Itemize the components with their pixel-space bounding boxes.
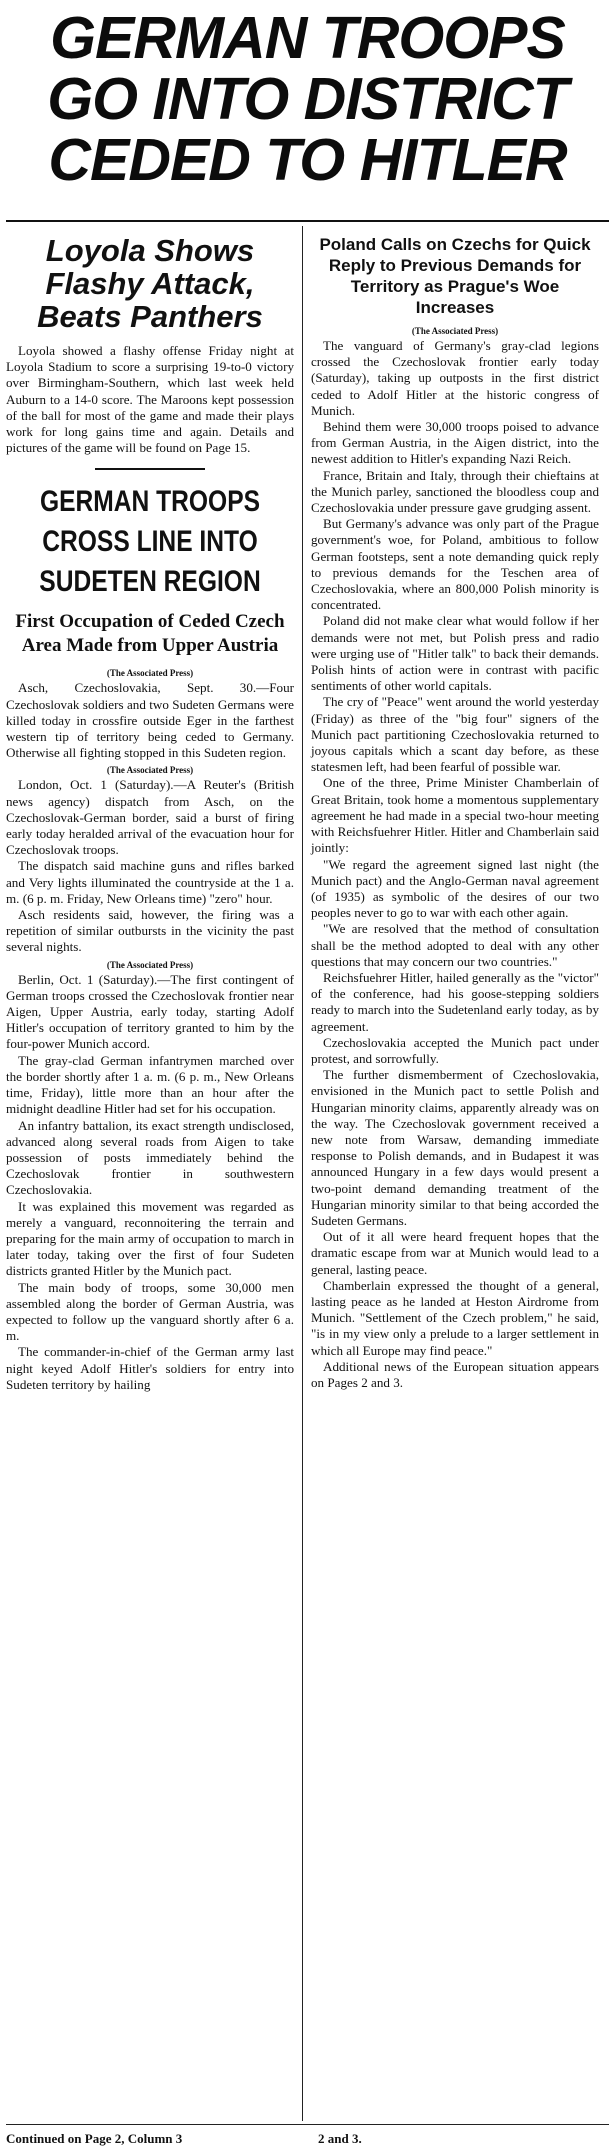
- sudeten-credit-1: (The Associated Press): [106, 668, 194, 679]
- sudeten-paragraph-8: It was explained this movement was regarded as merely a vanguard, reconnoitering the terrain and preparing for the main army of occupation to march in later today, taking over the first of four Sudeten districts granted Hitler by the Munich pact.: [6, 1198, 294, 1279]
- poland-paragraph-12: The further dismemberment of Czechoslovakia, envisioned in the Munich pact to settle Polish and Hungarian minority claims, apparently already was on the way. The Czechoslovak government received a new note from Warsaw, demanding immediate response to Polish demands, and in Budapest it was announced Hungary in a few days would present a two-point demand demanding treatment of the Hungarian minority similar to that being accorded the Sudeten Germans.: [311, 1067, 599, 1228]
- sudeten-headline-line-3: SUDETEN REGION: [39, 565, 261, 599]
- sudeten-headline-line-1: GERMAN TROOPS: [39, 485, 261, 519]
- poland-paragraph-7: One of the three, Prime Minister Chamberlain of Great Britain, took home a momentous supplementary agreement he had made in a special two-hour meeting with Reichsfuehrer Hitler. Hitler and Chamberlain said jointly:: [311, 775, 599, 856]
- banner-headline: [6, 0, 609, 205]
- poland-paragraph-2: Behind them were 30,000 troops poised to advance from German Austria, in the Aigen district, into the newest addition to Hitler's expanding Nazi Reich.: [311, 419, 599, 467]
- poland-paragraph-5: Poland did not make clear what would follow if her demands were not met, but Polish press and radio were urging use of "Hitler talk" to back their demands. Polish hints of action were in contrast with pacific sentiments of other world capitals.: [311, 613, 599, 694]
- sudeten-paragraph-1: Asch, Czechoslovakia, Sept. 30.—Four Czechoslovak soldiers and two Sudeten Germans were killed today in crossfire outside Eger in the farthest western tip of territory being ceded to Germany. Otherwise all fighting stopped in this Sudeten region.: [6, 680, 294, 761]
- continuation-footer: [6, 2124, 609, 2147]
- sudeten-paragraph-2: London, Oct. 1 (Saturday).—A Reuter's (British news agency) dispatch from Asch, on the Czechoslovak-German border, said a burst of firing early today heralded arrival of the evacuation hour for Czechoslovak troops.: [6, 777, 294, 858]
- sudeten-deck: First Occupation of Ceded Czech Area Made from Upper Austria: [15, 611, 285, 657]
- banner-divider: [6, 220, 609, 222]
- poland-paragraph-14: Chamberlain expressed the thought of a general, lasting peace as he landed at Heston Airdrome from Munich. "Settlement of the Czech problem," he said, "is in my view only a prelude to a larger settlement in which all Europe may find peace.": [311, 1277, 599, 1358]
- sudeten-paragraph-10: The commander-in-chief of the German army last night keyed Adolf Hitler's soldiers for entry into Sudeten territory by hailing: [6, 1344, 294, 1392]
- poland-paragraph-10: Reichsfuehrer Hitler, hailed generally as the "victor" of the conference, had his goose-stepping soldiers ready to march into the Sudetenland early today, as by agreement.: [311, 969, 599, 1034]
- poland-paragraph-6: The cry of "Peace" went around the world yesterday (Friday) as three of the "big four" signers of the Munich pact partitioning Czechoslovakia returned to joyous capitals which a scant day before, as these statesmen left, had been fearful of possible war.: [311, 694, 599, 775]
- article-columns: [6, 226, 609, 2121]
- right-column: [302, 226, 599, 2121]
- sudeten-headline-line-2: CROSS LINE INTO: [42, 525, 258, 559]
- sudeten-credit-3: (The Associated Press): [106, 959, 194, 970]
- poland-paragraph-8: "We regard the agreement signed last night (the Munich pact) and the Anglo-German naval agreement (of 1935) as symbolic of the desires of our two peoples never to go to war with each other again.: [311, 856, 599, 921]
- loyola-headline: [6, 234, 294, 333]
- poland-paragraph-9: "We are resolved that the method of consultation shall be the method adopted to deal with any other questions that may concern our two countries.": [311, 921, 599, 969]
- banner-line-2: GO INTO DISTRICT: [47, 66, 568, 132]
- sudeten-paragraph-9: The main body of troops, some 30,000 men assembled along the border of German Austria, was expected to follow up the vanguard shortly after 6 a. m.: [6, 1279, 294, 1344]
- banner-line-3: CEDED TO HITLER: [48, 127, 567, 193]
- loyola-headline-line-1: Loyola Shows: [45, 233, 255, 268]
- sudeten-paragraph-5: Berlin, Oct. 1 (Saturday).—The first contingent of German troops crossed the Czechoslovak frontier near Aigen, Upper Austria, early today, starting Adolf Hitler's occupation of territory granted to him by the four-power Munich accord.: [6, 971, 294, 1052]
- loyola-headline-line-3: Beats Panthers: [37, 299, 263, 334]
- sudeten-paragraph-6: The gray-clad German infantrymen marched over the border shortly after 1 a. m. (6 p. m., New Orleans time, Friday), little more than an hour after the midnight deadline Hitler had set for his occupation.: [6, 1052, 294, 1117]
- sudeten-paragraph-4: Asch residents said, however, the firing was a repetition of similar outbursts in the vicinity the past several nights.: [6, 907, 294, 955]
- sudeten-paragraph-3: The dispatch said machine guns and rifles barked and Very lights illuminated the countryside at the 1 a. m. (6 p. m. Friday, New Orleans time) "zero" hour.: [6, 858, 294, 906]
- banner-line-1: GERMAN TROOPS: [50, 5, 565, 71]
- poland-paragraph-1: The vanguard of Germany's gray-clad legions crossed the Czechoslovak frontier early today (Saturday), taking up outposts in the first district ceded to Adolf Hitler at the historic congress of Munich.: [311, 338, 599, 418]
- continued-line: Continued on Page 2, Column 3: [6, 2131, 183, 2146]
- poland-paragraph-11: Czechoslovakia accepted the Munich pact under protest, and sorrowfully.: [311, 1034, 599, 1066]
- sudeten-paragraph-7: An infantry battalion, its exact strength undisclosed, advanced along several roads from Aigen to take possession of posts immediately behind the Czechoslovak frontier in southwestern Czechoslovakia.: [6, 1117, 294, 1198]
- left-column: [6, 226, 302, 2121]
- sudeten-headline: [32, 482, 268, 602]
- poland-headline: Poland Calls on Czechs for Quick Reply to Previous Demands for Territory as Prague's Woe Increases: [319, 235, 591, 317]
- loyola-headline-line-2: Flashy Attack,: [45, 266, 255, 301]
- loyola-body: Loyola showed a flashy offense Friday night at Loyola Stadium to score a surprising 19-to-0 victory over Birmingham-Southern, which last week held Auburn to a 14-0 score. The Maroons kept possession of the ball for most of the game and made their plays work for long gains time and again. Details and pictures of the game will be found on Page 15.: [6, 343, 294, 456]
- pages-reference: 2 and 3.: [318, 2131, 362, 2146]
- poland-paragraph-13: Out of it all were heard frequent hopes that the dramatic escape from war at Munich would lead to a general, lasting peace.: [311, 1229, 599, 1277]
- poland-credit: (The Associated Press): [411, 326, 499, 336]
- sudeten-credit-2: (The Associated Press): [106, 765, 194, 776]
- poland-paragraph-4: But Germany's advance was only part of the Prague government's woe, for Poland, ambitious to follow German footsteps, sent a note demanding quick reply to previous demands for the Teschen area of Czechoslovakia, where an 800,000 Polish minority is concentrated.: [311, 516, 599, 613]
- poland-paragraph-3: France, Britain and Italy, through their chieftains at the Munich parley, sanctioned the bloodless coup and Czechoslovakia under pressure gave grudging assent.: [311, 467, 599, 516]
- poland-paragraph-15: Additional news of the European situation appears on Pages 2 and 3.: [311, 1358, 599, 1390]
- story-divider: [95, 468, 205, 470]
